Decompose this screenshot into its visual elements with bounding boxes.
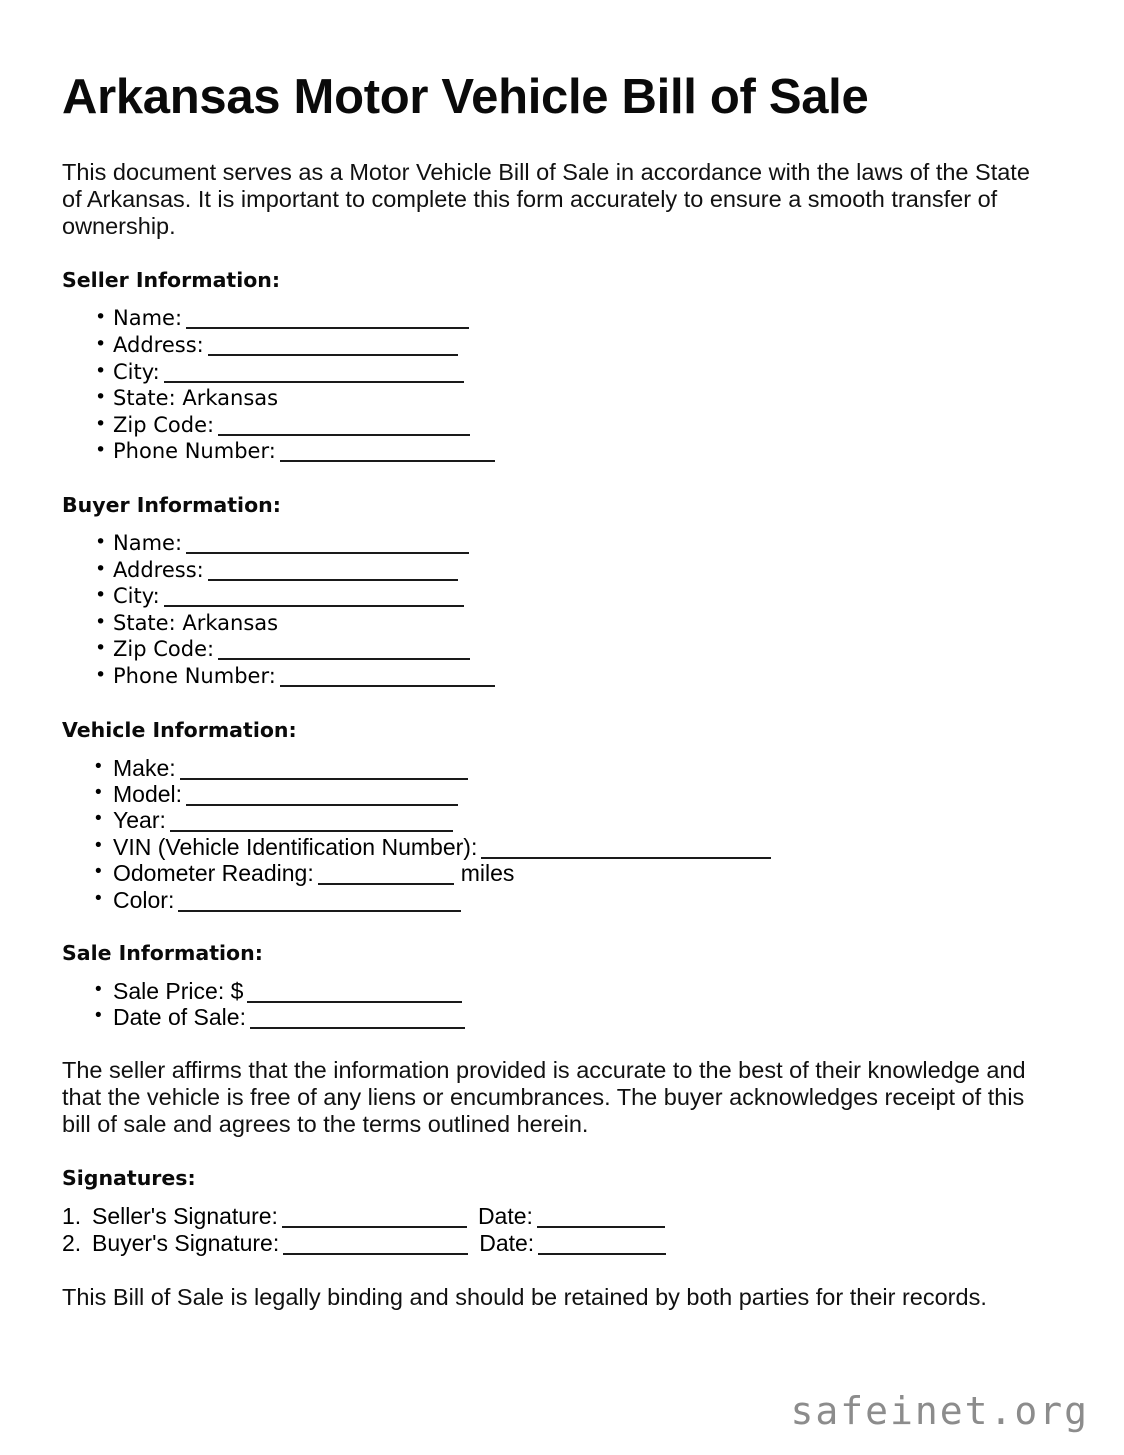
seller-information-heading: Seller Information:: [62, 268, 281, 293]
date-label: Date:: [479, 1229, 535, 1256]
fill-in-line[interactable]: [481, 857, 771, 859]
fill-in-line[interactable]: [186, 804, 458, 806]
field-label: Address:: [113, 557, 204, 582]
signature-row: [62, 1203, 1062, 1230]
fill-in-line[interactable]: [318, 883, 454, 885]
list-item: [62, 834, 1062, 860]
list-item: [62, 1004, 1062, 1030]
list-item: [62, 860, 1062, 886]
signatures-heading: Signatures:: [62, 1165, 196, 1190]
list-item: [62, 807, 1062, 833]
list-item: [62, 385, 1062, 412]
list-item: [62, 530, 1062, 557]
field-label: Address:: [113, 333, 204, 358]
field-value: Arkansas: [175, 610, 279, 635]
field-label: Make:: [113, 754, 176, 781]
field-label: Zip Code:: [113, 412, 215, 437]
signature-row: [62, 1230, 1062, 1257]
fill-in-line[interactable]: [186, 552, 469, 554]
sale-information-heading: Sale Information:: [62, 941, 263, 965]
field-label: VIN (Vehicle Identification Number):: [113, 833, 478, 860]
date-fill-in-line[interactable]: [538, 1253, 666, 1255]
list-item: [62, 412, 1062, 439]
sale-information-fields: [62, 965, 1062, 1031]
buyer-information-heading: Buyer Information:: [62, 493, 281, 517]
list-item: [62, 359, 1062, 386]
list-item: [62, 305, 1062, 332]
field-label: State:: [113, 386, 176, 411]
signature-rows: [62, 1190, 1062, 1257]
field-label: Name:: [113, 531, 183, 555]
list-item: [62, 332, 1062, 359]
field-label: Name:: [113, 306, 183, 331]
site-watermark: safeinet.org: [790, 1389, 1089, 1433]
field-label: Date of Sale:: [113, 1004, 246, 1031]
field-label: Color:: [113, 886, 175, 913]
list-item: [62, 636, 1062, 663]
signature-fill-in-line[interactable]: [283, 1253, 468, 1255]
fill-in-line[interactable]: [186, 327, 469, 329]
fill-in-line[interactable]: [280, 460, 495, 462]
list-item: [62, 438, 1062, 465]
signature-label: Seller's Signature:: [92, 1202, 278, 1229]
seller-information-fields: [62, 292, 1062, 465]
intro-paragraph: This document serves as a Motor Vehicle Bill of Sale in accordance with the laws of the State of Arkansas. It is important to complete this form accurately to ensure a smooth transfer of ownership.: [62, 159, 1030, 240]
fill-in-line[interactable]: [218, 434, 470, 436]
field-label: State:: [113, 610, 176, 635]
fill-in-line[interactable]: [178, 910, 461, 912]
field-label: Zip Code:: [113, 637, 215, 662]
field-label: City:: [113, 584, 160, 609]
fill-in-line[interactable]: [164, 605, 464, 607]
fill-in-line[interactable]: [164, 381, 464, 383]
date-fill-in-line[interactable]: [537, 1226, 665, 1228]
fill-in-line[interactable]: [208, 354, 458, 356]
fill-in-line[interactable]: [250, 1027, 465, 1029]
list-item: [62, 610, 1062, 637]
closing-paragraph: This Bill of Sale is legally binding and should be retained by both parties for their records.: [62, 1283, 987, 1310]
date-label: Date:: [477, 1202, 533, 1229]
field-value: Arkansas: [175, 386, 279, 411]
list-item: [62, 663, 1062, 690]
field-label: City:: [113, 359, 160, 384]
fill-in-line[interactable]: [218, 658, 470, 660]
list-item: [62, 583, 1062, 610]
field-label: Sale Price: $: [113, 978, 244, 1004]
affirmation-paragraph: The seller affirms that the information provided is accurate to the best of their knowledge and that the vehicle is free of any liens or encumbrances. The buyer acknowledges receipt of this bill of sale and agrees to the terms outlined herein.: [62, 1056, 1026, 1137]
vehicle-information-fields: [62, 742, 1062, 913]
fill-in-line[interactable]: [208, 579, 458, 581]
field-label: Odometer Reading:: [113, 860, 314, 887]
fill-in-line[interactable]: [247, 1001, 462, 1003]
list-item: [62, 978, 1062, 1004]
field-label: Phone Number:: [113, 663, 276, 688]
field-label: Year:: [113, 807, 166, 834]
list-item: [62, 887, 1062, 913]
field-label: Phone Number:: [113, 439, 276, 464]
fill-in-line[interactable]: [170, 830, 453, 832]
signature-fill-in-line[interactable]: [282, 1226, 467, 1228]
signature-label: Buyer's Signature:: [92, 1229, 280, 1256]
list-item: [62, 755, 1062, 781]
buyer-information-fields: [62, 517, 1062, 690]
list-item: [62, 781, 1062, 807]
list-item: [62, 557, 1062, 584]
fill-in-line[interactable]: [280, 685, 495, 687]
field-label: Model:: [113, 780, 183, 807]
page-title: Arkansas Motor Vehicle Bill of Sale: [62, 70, 869, 124]
field-suffix: miles: [460, 860, 515, 887]
vehicle-information-heading: Vehicle Information:: [62, 717, 297, 742]
fill-in-line[interactable]: [180, 778, 468, 780]
